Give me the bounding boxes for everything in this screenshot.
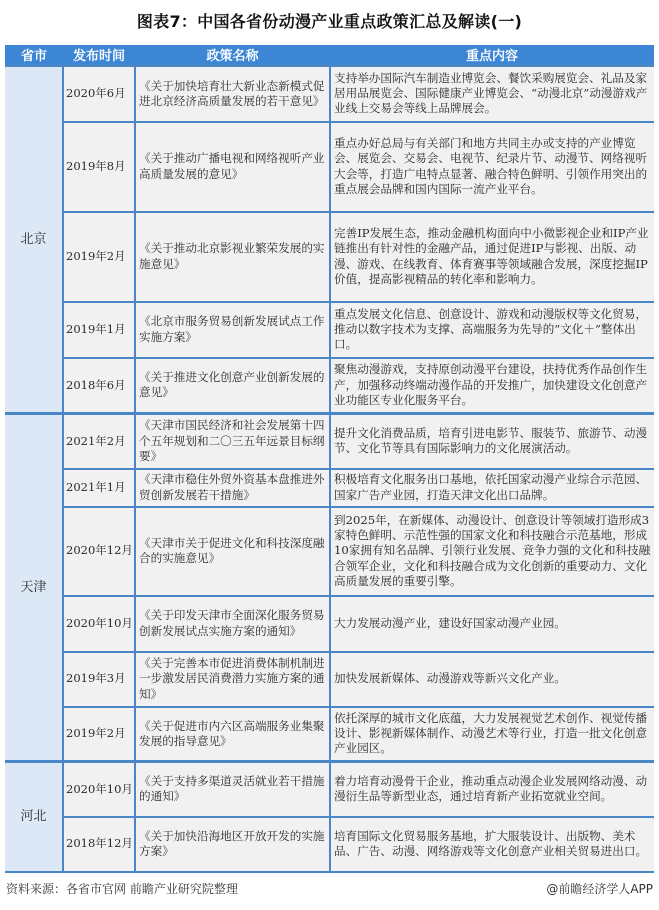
content-cell: 提升文化消费品质，培育引进电影节、服装节、旅游节、动漫节、文化节等具有国际影响力的文化展演活动。 <box>330 414 654 469</box>
date-cell: 2021年1月 <box>63 469 135 507</box>
table-row <box>5 507 654 596</box>
date-cell: 2020年10月 <box>63 596 135 652</box>
policy-cell: 《天津市稳住外贸外资基本盘推进外贸创新发展若干措施》 <box>135 469 330 507</box>
content-cell: 着力培育动漫骨干企业，推动重点动漫企业发展网络动漫、动漫衍生品等新型业态，通过培育新产业拓宽就业空间。 <box>330 762 654 817</box>
content-cell: 加快发展新媒体、动漫游戏等新兴文化产业。 <box>330 652 654 707</box>
date-cell: 2019年3月 <box>63 652 135 707</box>
content-cell: 支持举办国际汽车制造业博览会、餐饮采购展览会、礼品及家居用品展览会、国际健康产业博览会、“动漫北京”动漫游戏产业线上交易会等线上品牌展会。 <box>330 66 654 122</box>
content-cell: 积极培育文化服务出口基地，依托国家动漫产业综合示范园、国家广告产业园，打造天津文化出口品牌。 <box>330 469 654 507</box>
table-row <box>5 302 654 358</box>
date-cell: 2019年2月 <box>63 707 135 762</box>
table-row <box>5 469 654 507</box>
date-cell: 2019年1月 <box>63 302 135 358</box>
table-row <box>5 358 654 414</box>
content-cell: 完善IP发展生态，推动金融机构面向中小微影视企业和IP产业链推出有针对性的金融产品，通过促进IP与影视、出版、动漫、游戏、在线教育、体育赛事等领域融合发展，深度挖掘IP价值，提高影视精品的转化率和影响力。 <box>330 212 654 302</box>
policy-table <box>5 45 654 873</box>
header-date: 发布时间 <box>63 45 135 66</box>
policy-cell: 《关于加快培育壮大新业态新模式促进北京经济高质量发展的若干意见》 <box>135 66 330 122</box>
date-cell: 2020年10月 <box>63 762 135 817</box>
table-row <box>5 707 654 762</box>
date-cell: 2021年2月 <box>63 414 135 469</box>
province-cell: 北京 <box>5 66 63 414</box>
content-cell: 聚焦动漫游戏，支持原创动漫平台建设，扶持优秀作品创作生产，加强移动终端动漫作品的开发推广，加快建设文化创意产业功能区专业化服务平台。 <box>330 358 654 414</box>
policy-cell: 《关于促进市内六区高端服务业集聚发展的指导意见》 <box>135 707 330 762</box>
table-row <box>5 817 654 872</box>
province-cell: 天津 <box>5 414 63 762</box>
policy-cell: 《关于完善本市促进消费体制机制进一步激发居民消费潜力实施方案的通知》 <box>135 652 330 707</box>
source-note: 资料来源：各省市官网 前瞻产业研究院整理 <box>6 882 238 896</box>
table-row <box>5 652 654 707</box>
policy-cell: 《天津市关于促进文化和科技深度融合的实施意见》 <box>135 507 330 596</box>
table-row <box>5 212 654 302</box>
table-row <box>5 414 654 469</box>
content-cell: 重点办好总局与有关部门和地方共同主办或支持的产业博览会、展览会、交易会、电视节、纪录片节、动漫节、网络视听大会等，打造广电特点显著、融合特色鲜明、引领作用突出的重点展会品牌和国内国际一流产业平台。 <box>330 122 654 212</box>
policy-cell: 《关于推动北京影视业繁荣发展的实施意见》 <box>135 212 330 302</box>
table-header-row <box>5 45 654 66</box>
policy-cell: 《关于推动广播电视和网络视听产业高质量发展的意见》 <box>135 122 330 212</box>
header-content: 重点内容 <box>330 45 654 66</box>
date-cell: 2019年2月 <box>63 212 135 302</box>
date-cell: 2019年8月 <box>63 122 135 212</box>
chart-title: 图表7：中国各省份动漫产业重点政策汇总及解读(一) <box>136 12 523 31</box>
content-cell: 大力发展动漫产业，建设好国家动漫产业园。 <box>330 596 654 652</box>
policy-cell: 《关于印发天津市全面深化服务贸易创新发展试点实施方案的通知》 <box>135 596 330 652</box>
table-row <box>5 66 654 122</box>
policy-cell: 《北京市服务贸易创新发展试点工作实施方案》 <box>135 302 330 358</box>
date-cell: 2018年6月 <box>63 358 135 414</box>
province-cell: 河北 <box>5 762 63 872</box>
policy-cell: 《关于加快沿海地区开放开发的实施方案》 <box>135 817 330 872</box>
policy-cell: 《关于推进文化创意产业创新发展的意见》 <box>135 358 330 414</box>
content-cell: 到2025年，在新媒体、动漫设计、创意设计等领域打造形成3家特色鲜明、示范性强的国家文化和科技融合示范基地，形成10家拥有知名品牌、引领行业发展、竞争力强的文化和科技融合领军企业，文化和科技融合成为文化创新的重要动力、文化高质量发展的重要引擎。 <box>330 507 654 596</box>
date-cell: 2018年12月 <box>63 817 135 872</box>
date-cell: 2020年12月 <box>63 507 135 596</box>
credit-note: @前瞻经济学人APP <box>546 882 653 896</box>
date-cell: 2020年6月 <box>63 66 135 122</box>
content-cell: 重点发展文化信息、创意设计、游戏和动漫版权等文化贸易，推动以数字技术为支撑、高端服务为先导的“文化＋”整体出口。 <box>330 302 654 358</box>
header-policy: 政策名称 <box>135 45 330 66</box>
table-row <box>5 122 654 212</box>
policy-cell: 《天津市国民经济和社会发展第十四个五年规划和二〇三五年远景目标纲要》 <box>135 414 330 469</box>
header-province: 省市 <box>5 45 63 66</box>
table-row <box>5 596 654 652</box>
content-cell: 培育国际文化贸易服务基地，扩大服装设计、出版物、美术品、广告、动漫、网络游戏等文化创意产业相关贸易进出口。 <box>330 817 654 872</box>
content-cell: 依托深厚的城市文化底蕴，大力发展视觉艺术创作、视觉传播设计、影视新媒体制作、动漫艺术等行业，打造一批文化创意产业园区。 <box>330 707 654 762</box>
policy-cell: 《关于支持多渠道灵活就业若干措施的通知》 <box>135 762 330 817</box>
table-row <box>5 762 654 817</box>
